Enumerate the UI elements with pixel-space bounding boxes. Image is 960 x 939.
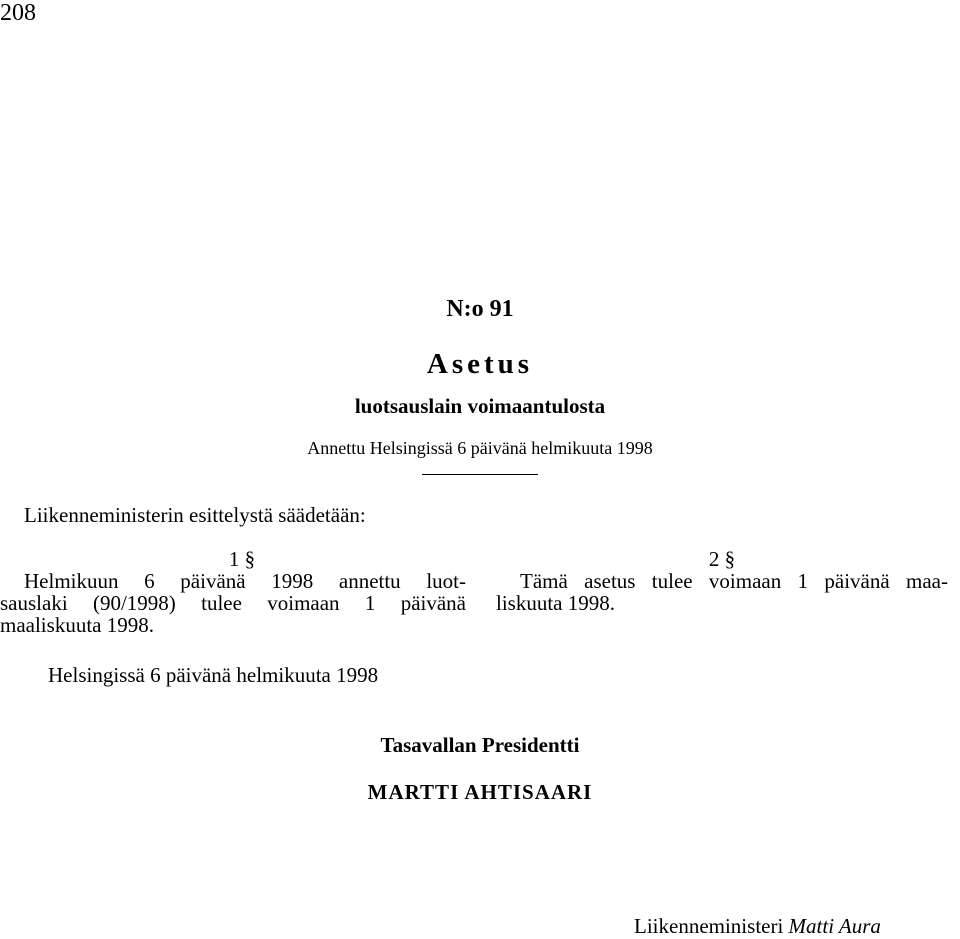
- minister-title: Liikenneministeri: [634, 914, 784, 938]
- section-1-text: [0, 570, 466, 636]
- section-1: [0, 548, 466, 636]
- section-1-mark: 1 §: [228, 547, 256, 571]
- section-2-text: [496, 570, 948, 614]
- section-2-line: Tämä asetus tulee voimaan 1 päivänä maa-: [520, 569, 948, 593]
- presenter-line: Liikenneministerin esittelystä säädetään:: [24, 503, 366, 527]
- document-type-title: Asetus: [426, 348, 534, 380]
- section-2-mark: 2 §: [708, 547, 736, 571]
- given-date-line: Annettu Helsingissä 6 päivänä helmikuuta 1998: [307, 438, 653, 458]
- minister-signature: [634, 914, 881, 939]
- president-name: MARTTI AHTISAARI: [367, 780, 593, 804]
- section-1-line: maaliskuuta 1998.: [0, 613, 154, 637]
- header-divider: [422, 474, 538, 475]
- president-title: Tasavallan Presidentti: [380, 733, 580, 757]
- section-2-line: liskuuta 1998.: [496, 591, 615, 615]
- minister-name: Matti Aura: [788, 914, 881, 938]
- section-2: [496, 548, 948, 614]
- section-1-line: sauslaki (90/1998) tulee voimaan 1 päivänä: [0, 591, 466, 615]
- section-1-line: Helmikuun 6 päivänä 1998 annettu luot-: [24, 569, 466, 593]
- page-number: 208: [0, 0, 36, 26]
- signature-place-date: Helsingissä 6 päivänä helmikuuta 1998: [48, 663, 379, 687]
- document-subject: luotsauslain voimaantulosta: [354, 394, 606, 418]
- statute-number: N:o 91: [446, 296, 514, 322]
